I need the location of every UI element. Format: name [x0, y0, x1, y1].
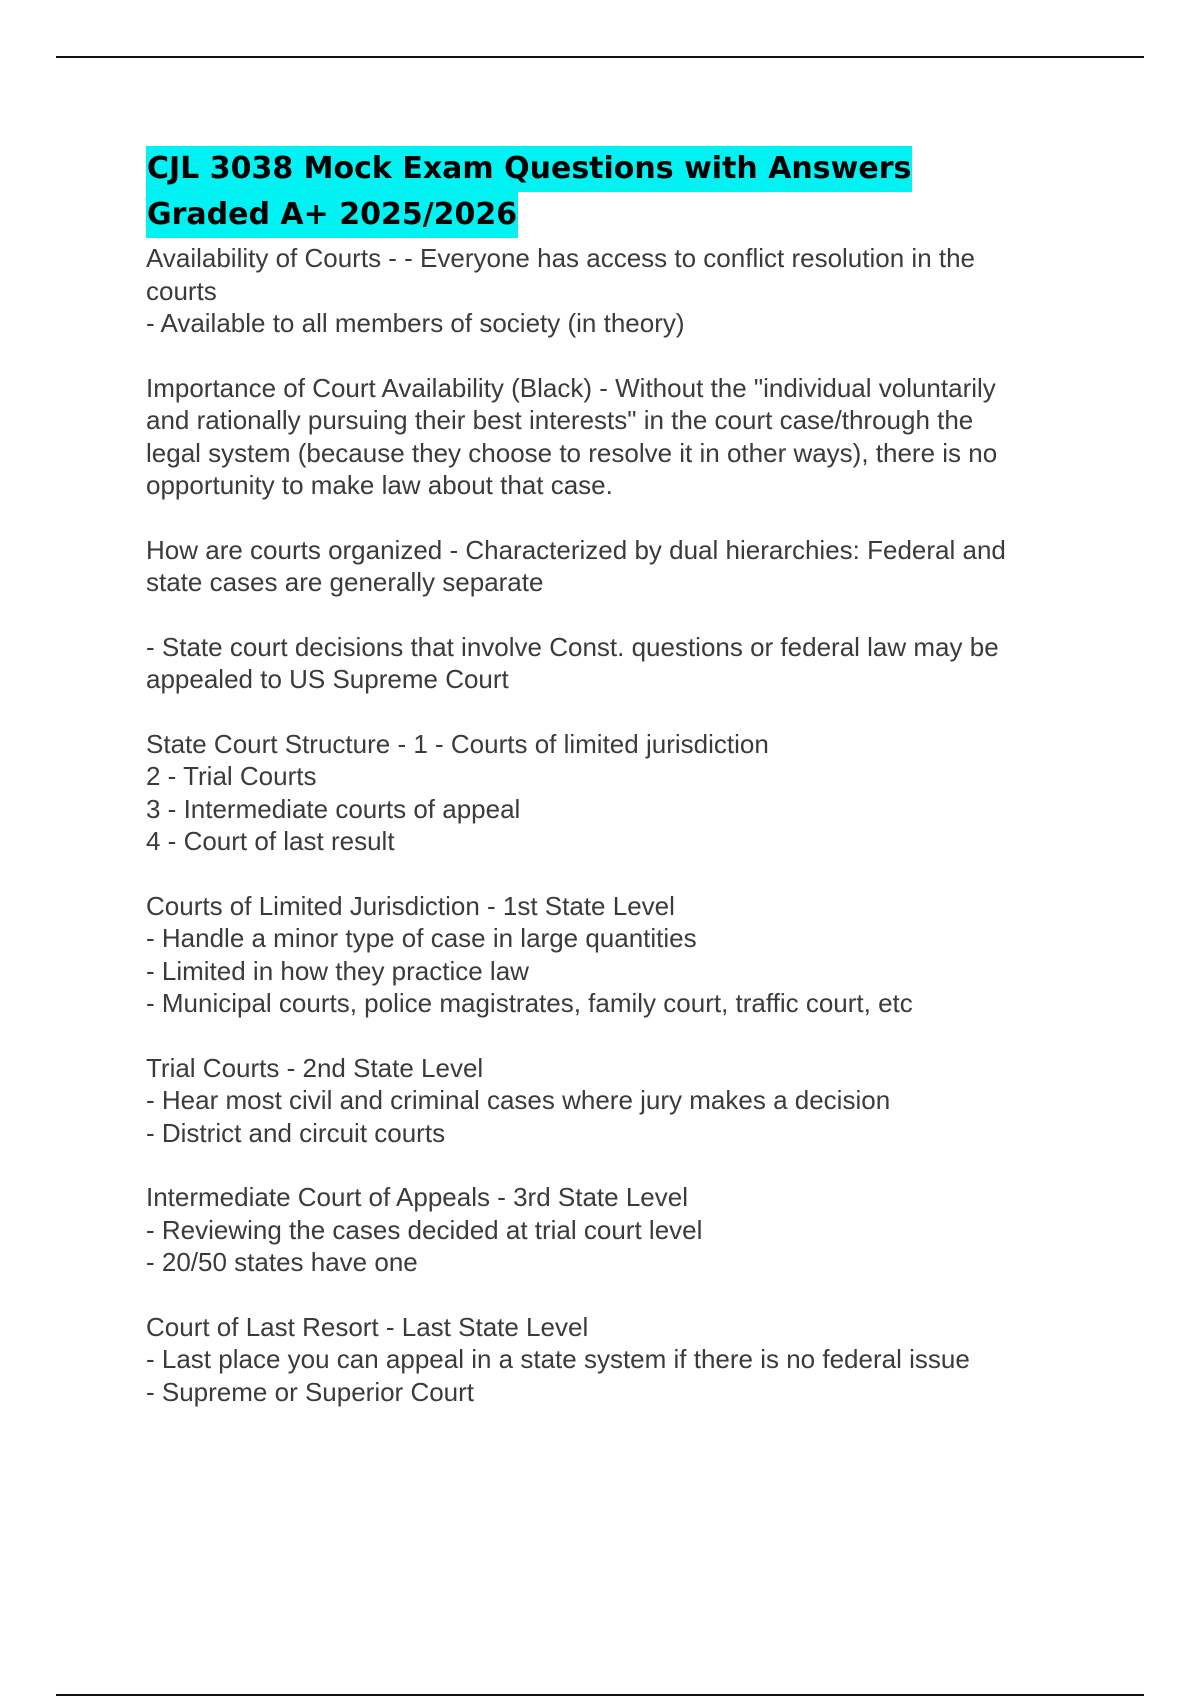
text-line: Trial Courts - 2nd State Level [146, 1052, 484, 1083]
text-line: and rationally pursuing their best interests" in the court case/through the [146, 405, 974, 435]
text-line: legal system (because they choose to resolve it in other ways), there is no [146, 437, 998, 468]
section-importance-of-court-availability [146, 372, 1106, 502]
document-body [146, 146, 1106, 1440]
bottom-rule [56, 1694, 1144, 1696]
text-line: - Municipal courts, police magistrates, family court, traffic court, etc [146, 988, 913, 1018]
text-line: - Supreme or Superior Court [146, 1376, 475, 1407]
top-rule [56, 56, 1144, 58]
text-line: Availability of Courts - - Everyone has access to conflict resolution in the [146, 243, 976, 273]
text-line: - Available to all members of society (in theory) [146, 308, 685, 338]
text-line: - Last place you can appeal in a state system if there is no federal issue [146, 1344, 970, 1374]
section-court-of-last-resort [146, 1311, 1106, 1409]
text-line: Court of Last Resort - Last State Level [146, 1311, 589, 1342]
section-courts-of-limited-jurisdiction [146, 890, 1106, 1020]
text-line: Courts of Limited Jurisdiction - 1st State Level [146, 890, 675, 921]
section-state-court-structure [146, 728, 1106, 858]
section-state-court-decisions [146, 631, 1106, 696]
text-line: 3 - Intermediate courts of appeal [146, 793, 521, 824]
text-line: - District and circuit courts [146, 1117, 446, 1148]
text-line: - Limited in how they practice law [146, 955, 529, 986]
text-line: 2 - Trial Courts [146, 761, 317, 791]
text-line: - Hear most civil and criminal cases where jury makes a decision [146, 1085, 891, 1115]
section-availability-of-courts [146, 242, 1106, 340]
text-line: 4 - Court of last result [146, 826, 395, 856]
text-line: - Handle a minor type of case in large quantities [146, 923, 697, 953]
text-line: courts [146, 275, 217, 306]
title-line-1: CJL 3038 Mock Exam Questions with Answers [146, 146, 912, 192]
text-line: - Reviewing the cases decided at trial court level [146, 1214, 703, 1245]
text-line: Importance of Court Availability (Black) - Without the "individual voluntarily [146, 372, 996, 403]
text-line: State Court Structure - 1 - Courts of limited jurisdiction [146, 728, 769, 759]
section-trial-courts [146, 1052, 1106, 1150]
document-title [146, 146, 1106, 238]
text-line: - State court decisions that involve Const. questions or federal law may be [146, 631, 999, 662]
text-line: Intermediate Court of Appeals - 3rd State Level [146, 1182, 688, 1212]
text-line: state cases are generally separate [146, 567, 544, 597]
title-line-2: Graded A+ 2025/2026 [146, 192, 518, 238]
text-line: How are courts organized - Characterized by dual hierarchies: Federal and [146, 534, 1006, 565]
text-line: - 20/50 states have one [146, 1247, 418, 1277]
text-line: opportunity to make law about that case. [146, 470, 613, 500]
text-line: appealed to US Supreme Court [146, 664, 509, 694]
section-how-are-courts-organized [146, 534, 1106, 599]
section-intermediate-court-of-appeals [146, 1181, 1106, 1279]
